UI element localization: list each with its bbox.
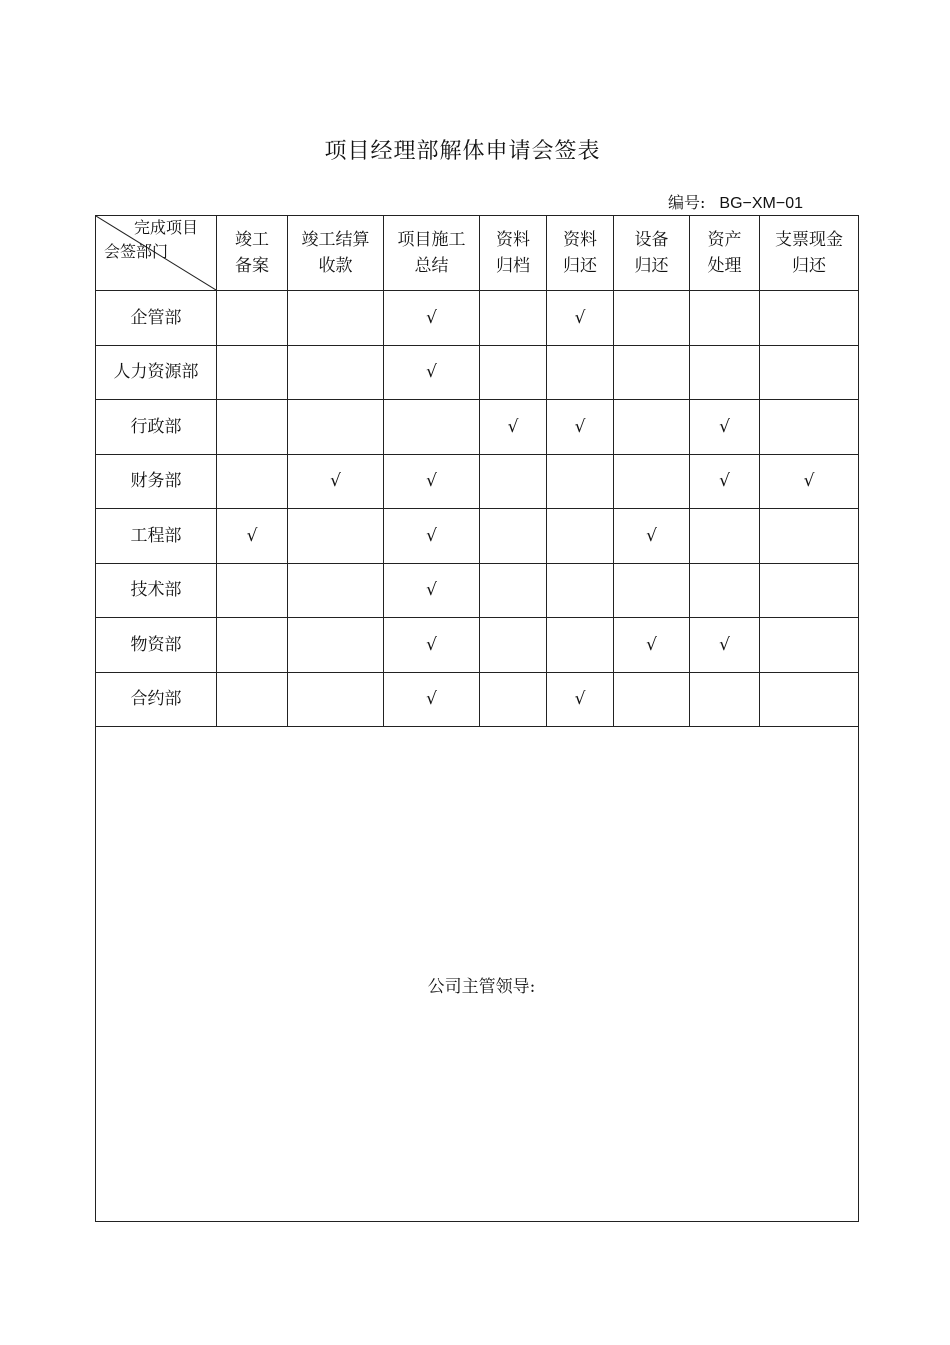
table-row	[96, 618, 859, 673]
check-cell[interactable]	[614, 454, 690, 509]
check-cell[interactable]	[217, 563, 288, 618]
check-cell[interactable]	[480, 618, 547, 673]
check-cell[interactable]	[614, 291, 690, 346]
form-code	[668, 190, 803, 213]
check-cell[interactable]	[288, 563, 384, 618]
check-cell[interactable]: √	[547, 400, 614, 455]
dept-name: 合约部	[96, 672, 217, 727]
check-cell[interactable]	[480, 509, 547, 564]
corner-label-bottom: 会签部门	[104, 242, 169, 261]
dept-name: 企管部	[96, 291, 217, 346]
dept-name: 技术部	[96, 563, 217, 618]
column-header	[760, 216, 859, 291]
form-code-value: BG−XM−01	[719, 195, 804, 212]
check-cell[interactable]: √	[614, 618, 690, 673]
check-cell[interactable]: √	[690, 454, 760, 509]
column-header-label: 资料归档	[495, 230, 530, 276]
sign-off-table	[95, 215, 859, 1222]
check-cell[interactable]	[547, 345, 614, 400]
check-cell[interactable]	[288, 291, 384, 346]
check-cell[interactable]	[217, 345, 288, 400]
check-cell[interactable]: √	[547, 672, 614, 727]
corner-header	[96, 216, 217, 291]
check-cell[interactable]: √	[480, 400, 547, 455]
check-cell[interactable]	[547, 454, 614, 509]
leader-signature-row	[96, 727, 859, 1222]
table-row	[96, 345, 859, 400]
check-cell[interactable]: √	[547, 291, 614, 346]
check-cell[interactable]	[760, 509, 859, 564]
check-cell[interactable]: √	[690, 400, 760, 455]
table-row	[96, 563, 859, 618]
check-cell[interactable]	[614, 345, 690, 400]
table-row	[96, 454, 859, 509]
column-header	[547, 216, 614, 291]
check-cell[interactable]	[690, 509, 760, 564]
check-cell[interactable]: √	[384, 563, 480, 618]
column-header-label: 竣工备案	[234, 230, 269, 276]
check-cell[interactable]	[760, 672, 859, 727]
dept-name: 人力资源部	[96, 345, 217, 400]
check-cell[interactable]: √	[384, 509, 480, 564]
check-cell[interactable]	[690, 345, 760, 400]
leader-signature-area[interactable]	[96, 727, 859, 1222]
table-row	[96, 291, 859, 346]
check-cell[interactable]	[547, 618, 614, 673]
form-code-label: 编号:	[668, 193, 706, 212]
check-cell[interactable]	[217, 400, 288, 455]
check-cell[interactable]	[217, 291, 288, 346]
column-header	[690, 216, 760, 291]
check-cell[interactable]	[614, 563, 690, 618]
check-cell[interactable]	[480, 345, 547, 400]
check-cell[interactable]	[480, 563, 547, 618]
check-cell[interactable]	[614, 400, 690, 455]
check-cell[interactable]	[288, 400, 384, 455]
check-cell[interactable]	[288, 672, 384, 727]
check-cell[interactable]: √	[384, 672, 480, 727]
check-cell[interactable]	[690, 563, 760, 618]
dept-name: 财务部	[96, 454, 217, 509]
table-row	[96, 672, 859, 727]
check-cell[interactable]: √	[384, 618, 480, 673]
check-cell[interactable]	[614, 672, 690, 727]
check-cell[interactable]	[760, 291, 859, 346]
check-cell[interactable]	[690, 291, 760, 346]
check-cell[interactable]: √	[384, 345, 480, 400]
column-header	[480, 216, 547, 291]
check-cell[interactable]	[760, 618, 859, 673]
check-cell[interactable]	[690, 672, 760, 727]
check-cell[interactable]	[760, 400, 859, 455]
check-cell[interactable]	[217, 672, 288, 727]
column-header-label: 项目施工总结	[397, 230, 466, 276]
dept-name: 行政部	[96, 400, 217, 455]
check-cell[interactable]	[384, 400, 480, 455]
column-header-label: 支票现金归还	[774, 230, 843, 276]
check-cell[interactable]	[480, 672, 547, 727]
check-cell[interactable]: √	[384, 454, 480, 509]
check-cell[interactable]	[288, 509, 384, 564]
check-cell[interactable]	[760, 345, 859, 400]
check-cell[interactable]	[547, 563, 614, 618]
column-header	[288, 216, 384, 291]
column-header-label: 竣工结算收款	[301, 230, 370, 276]
table-row	[96, 400, 859, 455]
column-header-label: 资料归还	[562, 230, 597, 276]
column-header-label: 设备归还	[634, 230, 669, 276]
check-cell[interactable]: √	[384, 291, 480, 346]
dept-name: 工程部	[96, 509, 217, 564]
check-cell[interactable]: √	[614, 509, 690, 564]
dept-name: 物资部	[96, 618, 217, 673]
check-cell[interactable]	[288, 618, 384, 673]
check-cell[interactable]: √	[690, 618, 760, 673]
check-cell[interactable]	[480, 454, 547, 509]
table-row	[96, 509, 859, 564]
check-cell[interactable]	[480, 291, 547, 346]
corner-label-top: 完成项目	[133, 218, 198, 237]
column-header	[217, 216, 288, 291]
page-title: 项目经理部解体申请会签表	[324, 139, 601, 164]
check-cell[interactable]	[217, 454, 288, 509]
check-cell[interactable]	[288, 345, 384, 400]
check-cell[interactable]: √	[760, 454, 859, 509]
column-header	[614, 216, 690, 291]
leader-signature-label: 公司主管领导:	[427, 977, 536, 997]
column-header	[384, 216, 480, 291]
check-cell[interactable]	[760, 563, 859, 618]
header-row	[96, 216, 859, 291]
check-cell[interactable]: √	[217, 509, 288, 564]
check-cell[interactable]	[547, 509, 614, 564]
column-header-label: 资产处理	[707, 230, 742, 276]
check-cell[interactable]: √	[288, 454, 384, 509]
check-cell[interactable]	[217, 618, 288, 673]
